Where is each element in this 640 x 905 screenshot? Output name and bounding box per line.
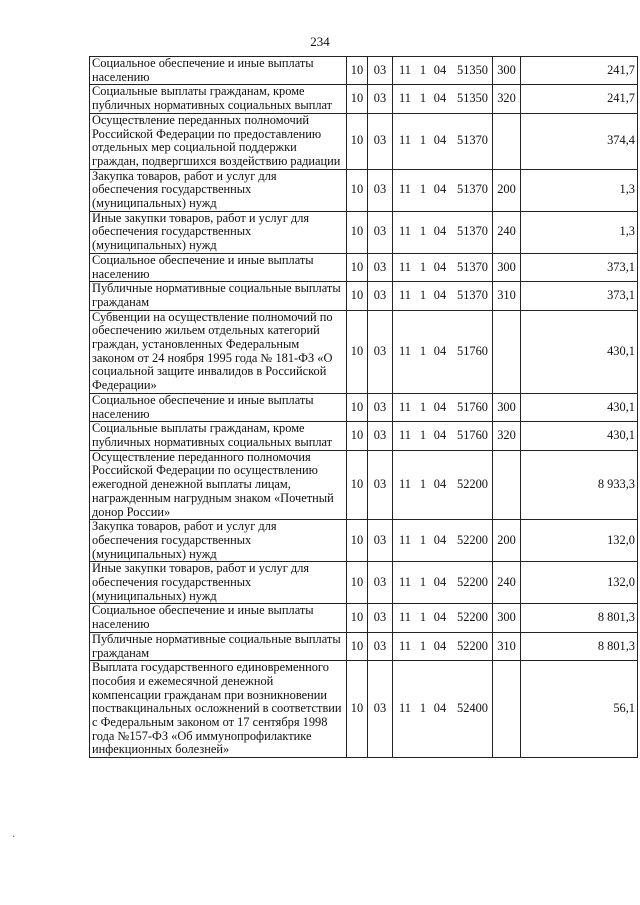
- target-article-part: 1: [419, 428, 427, 443]
- target-article-code: [395, 401, 490, 415]
- target-article-code: [395, 702, 490, 716]
- table-row: [90, 422, 638, 450]
- amount-cell: 8 801,3: [521, 604, 638, 632]
- table-row: [90, 253, 638, 281]
- expense-type-cell: 320: [493, 422, 521, 450]
- target-article-part: 04: [433, 575, 447, 590]
- row-name-cell: Выплата государственного единовременного пособия и ежемесячной денежной компенсации гражданам при возникновении поствакцинальных осложнений в соответствии с Федеральным законом от 17 сентября 1998 года №157-ФЗ «Об иммунопрофилактике инфекционных болезней»: [90, 661, 347, 758]
- row-name-cell: Публичные нормативные социальные выплаты гражданам: [90, 282, 347, 310]
- budget-table-body: [90, 57, 638, 758]
- target-article-code: [395, 429, 490, 443]
- target-article-part: 04: [433, 62, 447, 77]
- amount-cell: 1,3: [521, 211, 638, 253]
- target-article-part: 04: [433, 343, 447, 358]
- subsection-code-cell: 03: [368, 562, 393, 604]
- page-number: 234: [310, 34, 330, 49]
- target-article-part: 11: [399, 62, 411, 77]
- target-article-part: 51760: [457, 399, 488, 414]
- subsection-code-cell: 03: [368, 520, 393, 562]
- target-article-part: 04: [433, 610, 447, 625]
- target-article-code: [395, 576, 490, 590]
- target-article-cell: [393, 211, 493, 253]
- amount-cell: 8 933,3: [521, 450, 638, 520]
- target-article-part: 1: [419, 638, 427, 653]
- target-article-part: 52200: [457, 477, 488, 492]
- target-article-part: 04: [433, 532, 447, 547]
- subsection-code-cell: 03: [368, 113, 393, 169]
- target-article-part: 51370: [457, 288, 488, 303]
- target-article-part: 04: [433, 224, 447, 239]
- target-article-part: 04: [433, 477, 447, 492]
- section-code-cell: 10: [347, 211, 368, 253]
- row-name-cell: Социальное обеспечение и иные выплаты населению: [90, 604, 347, 632]
- expense-type-cell: 300: [493, 253, 521, 281]
- target-article-code: [395, 534, 490, 548]
- target-article-part: 1: [419, 133, 427, 148]
- target-article-part: 1: [419, 701, 427, 716]
- table-row: [90, 450, 638, 520]
- target-article-part: 04: [433, 133, 447, 148]
- expense-type-cell: 240: [493, 562, 521, 604]
- target-article-part: 51370: [457, 182, 488, 197]
- target-article-part: 51760: [457, 343, 488, 358]
- amount-cell: 430,1: [521, 310, 638, 393]
- subsection-code-cell: 03: [368, 661, 393, 758]
- table-row: [90, 113, 638, 169]
- amount-cell: 374,4: [521, 113, 638, 169]
- table-row: [90, 211, 638, 253]
- row-name-cell: Социальное обеспечение и иные выплаты населению: [90, 253, 347, 281]
- target-article-code: [395, 261, 490, 275]
- target-article-code: [395, 345, 490, 359]
- target-article-part: 11: [399, 428, 411, 443]
- target-article-part: 11: [399, 610, 411, 625]
- table-row: [90, 85, 638, 113]
- table-row: [90, 310, 638, 393]
- target-article-cell: [393, 661, 493, 758]
- row-name-cell: Социальные выплаты гражданам, кроме публичных нормативных социальных выплат: [90, 85, 347, 113]
- target-article-code: [395, 92, 490, 106]
- section-code-cell: 10: [347, 520, 368, 562]
- section-code-cell: 10: [347, 604, 368, 632]
- target-article-part: 1: [419, 91, 427, 106]
- target-article-part: 04: [433, 288, 447, 303]
- target-article-part: 1: [419, 532, 427, 547]
- target-article-code: [395, 640, 490, 654]
- target-article-part: 11: [399, 133, 411, 148]
- section-code-cell: 10: [347, 169, 368, 211]
- expense-type-cell: 320: [493, 85, 521, 113]
- section-code-cell: 10: [347, 85, 368, 113]
- section-code-cell: 10: [347, 632, 368, 660]
- target-article-cell: [393, 422, 493, 450]
- target-article-cell: [393, 85, 493, 113]
- target-article-part: 04: [433, 701, 447, 716]
- table-row: [90, 282, 638, 310]
- target-article-part: 51350: [457, 62, 488, 77]
- target-article-part: 1: [419, 399, 427, 414]
- amount-cell: 8 801,3: [521, 632, 638, 660]
- section-code-cell: 10: [347, 562, 368, 604]
- target-article-part: 1: [419, 610, 427, 625]
- subsection-code-cell: 03: [368, 57, 393, 85]
- target-article-cell: [393, 632, 493, 660]
- target-article-part: 52200: [457, 575, 488, 590]
- target-article-code: [395, 478, 490, 492]
- amount-cell: 373,1: [521, 253, 638, 281]
- target-article-part: 1: [419, 259, 427, 274]
- expense-type-cell: 310: [493, 632, 521, 660]
- target-article-part: 1: [419, 477, 427, 492]
- table-row: [90, 661, 638, 758]
- subsection-code-cell: 03: [368, 169, 393, 211]
- section-code-cell: 10: [347, 253, 368, 281]
- target-article-part: 52200: [457, 610, 488, 625]
- target-article-code: [395, 225, 490, 239]
- amount-cell: 430,1: [521, 393, 638, 421]
- target-article-part: 11: [399, 259, 411, 274]
- target-article-part: 1: [419, 343, 427, 358]
- target-article-part: 04: [433, 182, 447, 197]
- target-article-code: [395, 64, 490, 78]
- target-article-cell: [393, 520, 493, 562]
- expense-type-cell: 300: [493, 393, 521, 421]
- target-article-part: 04: [433, 428, 447, 443]
- budget-table: [89, 56, 638, 758]
- section-code-cell: 10: [347, 661, 368, 758]
- amount-cell: 241,7: [521, 85, 638, 113]
- target-article-cell: [393, 57, 493, 85]
- target-article-cell: [393, 562, 493, 604]
- expense-type-cell: 310: [493, 282, 521, 310]
- row-name-cell: Социальное обеспечение и иные выплаты населению: [90, 393, 347, 421]
- expense-type-cell: [493, 310, 521, 393]
- target-article-part: 51370: [457, 259, 488, 274]
- expense-type-cell: 200: [493, 520, 521, 562]
- expense-type-cell: [493, 450, 521, 520]
- row-name-cell: Закупка товаров, работ и услуг для обеспечения государственных (муниципальных) нужд: [90, 169, 347, 211]
- amount-cell: 132,0: [521, 520, 638, 562]
- table-row: [90, 393, 638, 421]
- section-code-cell: 10: [347, 57, 368, 85]
- target-article-part: 11: [399, 575, 411, 590]
- expense-type-cell: 240: [493, 211, 521, 253]
- target-article-part: 11: [399, 701, 411, 716]
- target-article-cell: [393, 253, 493, 281]
- target-article-part: 11: [399, 343, 411, 358]
- row-name-cell: Иные закупки товаров, работ и услуг для обеспечения государственных (муниципальных) нужд: [90, 562, 347, 604]
- target-article-part: 11: [399, 477, 411, 492]
- target-article-part: 11: [399, 638, 411, 653]
- expense-type-cell: 300: [493, 57, 521, 85]
- section-code-cell: 10: [347, 282, 368, 310]
- amount-cell: 56,1: [521, 661, 638, 758]
- row-name-cell: Социальные выплаты гражданам, кроме публичных нормативных социальных выплат: [90, 422, 347, 450]
- table-row: [90, 562, 638, 604]
- target-article-part: 11: [399, 288, 411, 303]
- section-code-cell: 10: [347, 393, 368, 421]
- target-article-cell: [393, 113, 493, 169]
- subsection-code-cell: 03: [368, 85, 393, 113]
- target-article-part: 1: [419, 575, 427, 590]
- target-article-part: 1: [419, 288, 427, 303]
- expense-type-cell: 200: [493, 169, 521, 211]
- target-article-cell: [393, 310, 493, 393]
- target-article-part: 04: [433, 259, 447, 274]
- row-name-cell: Осуществление переданных полномочий Российской Федерации по предоставлению отдельных мер социальной поддержки граждан, подвергшихся воздействию радиации: [90, 113, 347, 169]
- target-article-code: [395, 183, 490, 197]
- target-article-part: 04: [433, 91, 447, 106]
- target-article-part: 04: [433, 399, 447, 414]
- target-article-part: 51370: [457, 224, 488, 239]
- table-row: [90, 604, 638, 632]
- target-article-part: 51350: [457, 91, 488, 106]
- section-code-cell: 10: [347, 422, 368, 450]
- amount-cell: 430,1: [521, 422, 638, 450]
- subsection-code-cell: 03: [368, 450, 393, 520]
- subsection-code-cell: 03: [368, 310, 393, 393]
- target-article-cell: [393, 604, 493, 632]
- section-code-cell: 10: [347, 113, 368, 169]
- target-article-part: 11: [399, 532, 411, 547]
- subsection-code-cell: 03: [368, 211, 393, 253]
- target-article-part: 11: [399, 399, 411, 414]
- subsection-code-cell: 03: [368, 632, 393, 660]
- target-article-part: 1: [419, 62, 427, 77]
- target-article-cell: [393, 393, 493, 421]
- expense-type-cell: [493, 661, 521, 758]
- subsection-code-cell: 03: [368, 253, 393, 281]
- table-row: [90, 57, 638, 85]
- target-article-part: 52400: [457, 701, 488, 716]
- subsection-code-cell: 03: [368, 282, 393, 310]
- target-article-cell: [393, 169, 493, 211]
- target-article-cell: [393, 450, 493, 520]
- target-article-code: [395, 611, 490, 625]
- table-row: [90, 169, 638, 211]
- amount-cell: 241,7: [521, 57, 638, 85]
- target-article-part: 11: [399, 224, 411, 239]
- section-code-cell: 10: [347, 450, 368, 520]
- target-article-part: 51760: [457, 428, 488, 443]
- target-article-part: 52200: [457, 532, 488, 547]
- row-name-cell: Социальное обеспечение и иные выплаты населению: [90, 57, 347, 85]
- target-article-code: [395, 289, 490, 303]
- row-name-cell: Публичные нормативные социальные выплаты гражданам: [90, 632, 347, 660]
- target-article-part: 1: [419, 182, 427, 197]
- expense-type-cell: 300: [493, 604, 521, 632]
- subsection-code-cell: 03: [368, 422, 393, 450]
- table-row: [90, 632, 638, 660]
- expense-type-cell: [493, 113, 521, 169]
- subsection-code-cell: 03: [368, 604, 393, 632]
- amount-cell: 1,3: [521, 169, 638, 211]
- margin-mark: ·: [12, 832, 16, 843]
- row-name-cell: Закупка товаров, работ и услуг для обеспечения государственных (муниципальных) нужд: [90, 520, 347, 562]
- table-row: [90, 520, 638, 562]
- target-article-part: 51370: [457, 133, 488, 148]
- target-article-part: 52200: [457, 638, 488, 653]
- target-article-part: 11: [399, 91, 411, 106]
- target-article-part: 11: [399, 182, 411, 197]
- amount-cell: 373,1: [521, 282, 638, 310]
- target-article-code: [395, 134, 490, 148]
- row-name-cell: Осуществление переданного полномочия Российской Федерации по осуществлению ежегодной денежной выплаты лицам, награжденным нагрудным знаком «Почетный донор России»: [90, 450, 347, 520]
- subsection-code-cell: 03: [368, 393, 393, 421]
- row-name-cell: Иные закупки товаров, работ и услуг для обеспечения государственных (муниципальных) нужд: [90, 211, 347, 253]
- target-article-cell: [393, 282, 493, 310]
- target-article-part: 1: [419, 224, 427, 239]
- target-article-part: 04: [433, 638, 447, 653]
- row-name-cell: Субвенции на осуществление полномочий по обеспечению жильем отдельных категорий граждан, установленных Федеральным законом от 24 ноября 1995 года № 181-ФЗ «О социальной защите инвалидов в Российской Федерации»: [90, 310, 347, 393]
- section-code-cell: 10: [347, 310, 368, 393]
- amount-cell: 132,0: [521, 562, 638, 604]
